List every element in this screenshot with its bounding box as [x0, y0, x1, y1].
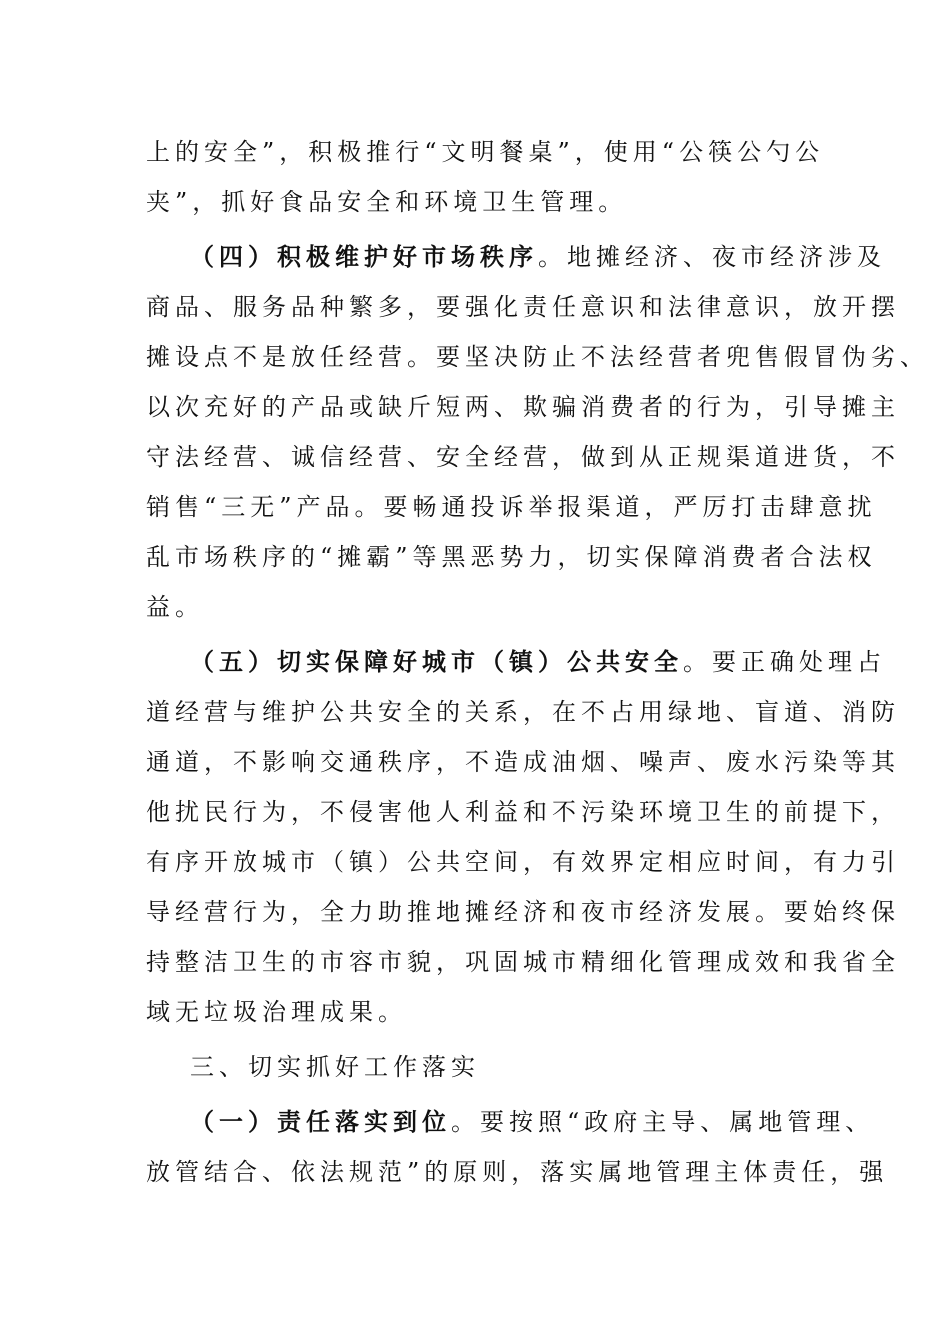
paragraph-line: 他扰民行为，不侵害他人利益和不污染环境卫生的前提下， — [146, 798, 900, 826]
paragraph-line: 商品、服务品种繁多，要强化责任意识和法律意识，放开摆 — [146, 293, 900, 321]
subsection-heading: （四）积极维护好市场秩序 — [190, 242, 538, 271]
paragraph-line: 摊设点不是放任经营。要坚决防止不法经营者兜售假冒伪劣、 — [146, 343, 929, 371]
paragraph-first-line — [190, 645, 886, 679]
paragraph-line: 导经营行为，全力助推地摊经济和夜市经济发展。要始终保 — [146, 898, 900, 926]
paragraph-line: 乱市场秩序的“摊霸”等黑恶势力，切实保障消费者合法权 — [146, 543, 877, 571]
paragraph-line: 域无垃圾治理成果。 — [146, 998, 407, 1026]
paragraph-line: 销售“三无”产品。要畅通投诉举报渠道，严厉打击肆意扰 — [146, 493, 877, 521]
paragraph-line: 持整洁卫生的市容市貌，巩固城市精细化管理成效和我省全 — [146, 948, 900, 976]
paragraph-text: 。地摊经济、夜市经济涉及 — [538, 243, 886, 271]
paragraph-text: 。要按照“政府主导、属地管理、 — [451, 1108, 875, 1136]
paragraph-line: 上的安全”，积极推行“文明餐桌”，使用“公筷公勺公 — [146, 138, 825, 166]
paragraph-first-line — [190, 240, 886, 274]
paragraph-line: 益。 — [146, 593, 204, 621]
paragraph-line: 以次充好的产品或缺斤短两、欺骗消费者的行为，引导摊主 — [146, 393, 900, 421]
subsection-heading: （五）切实保障好城市（镇）公共安全 — [190, 647, 683, 676]
paragraph-line: 通道，不影响交通秩序，不造成油烟、噪声、废水污染等其 — [146, 748, 900, 776]
paragraph-line: 有序开放城市（镇）公共空间，有效界定相应时间，有力引 — [146, 848, 900, 876]
paragraph-first-line — [190, 1105, 874, 1139]
paragraph-text: 。要正确处理占 — [683, 648, 886, 676]
paragraph-line: 夹”，抓好食品安全和环境卫生管理。 — [146, 188, 628, 216]
subsection-heading: （一）责任落实到位 — [190, 1107, 451, 1136]
paragraph-line: 道经营与维护公共安全的关系，在不占用绿地、盲道、消防 — [146, 698, 900, 726]
section-heading: 三、切实抓好工作落实 — [190, 1053, 480, 1081]
paragraph-line: 放管结合、依法规范”的原则，落实属地管理主体责任，强 — [146, 1158, 889, 1186]
paragraph-line: 守法经营、诚信经营、安全经营，做到从正规渠道进货，不 — [146, 443, 900, 471]
